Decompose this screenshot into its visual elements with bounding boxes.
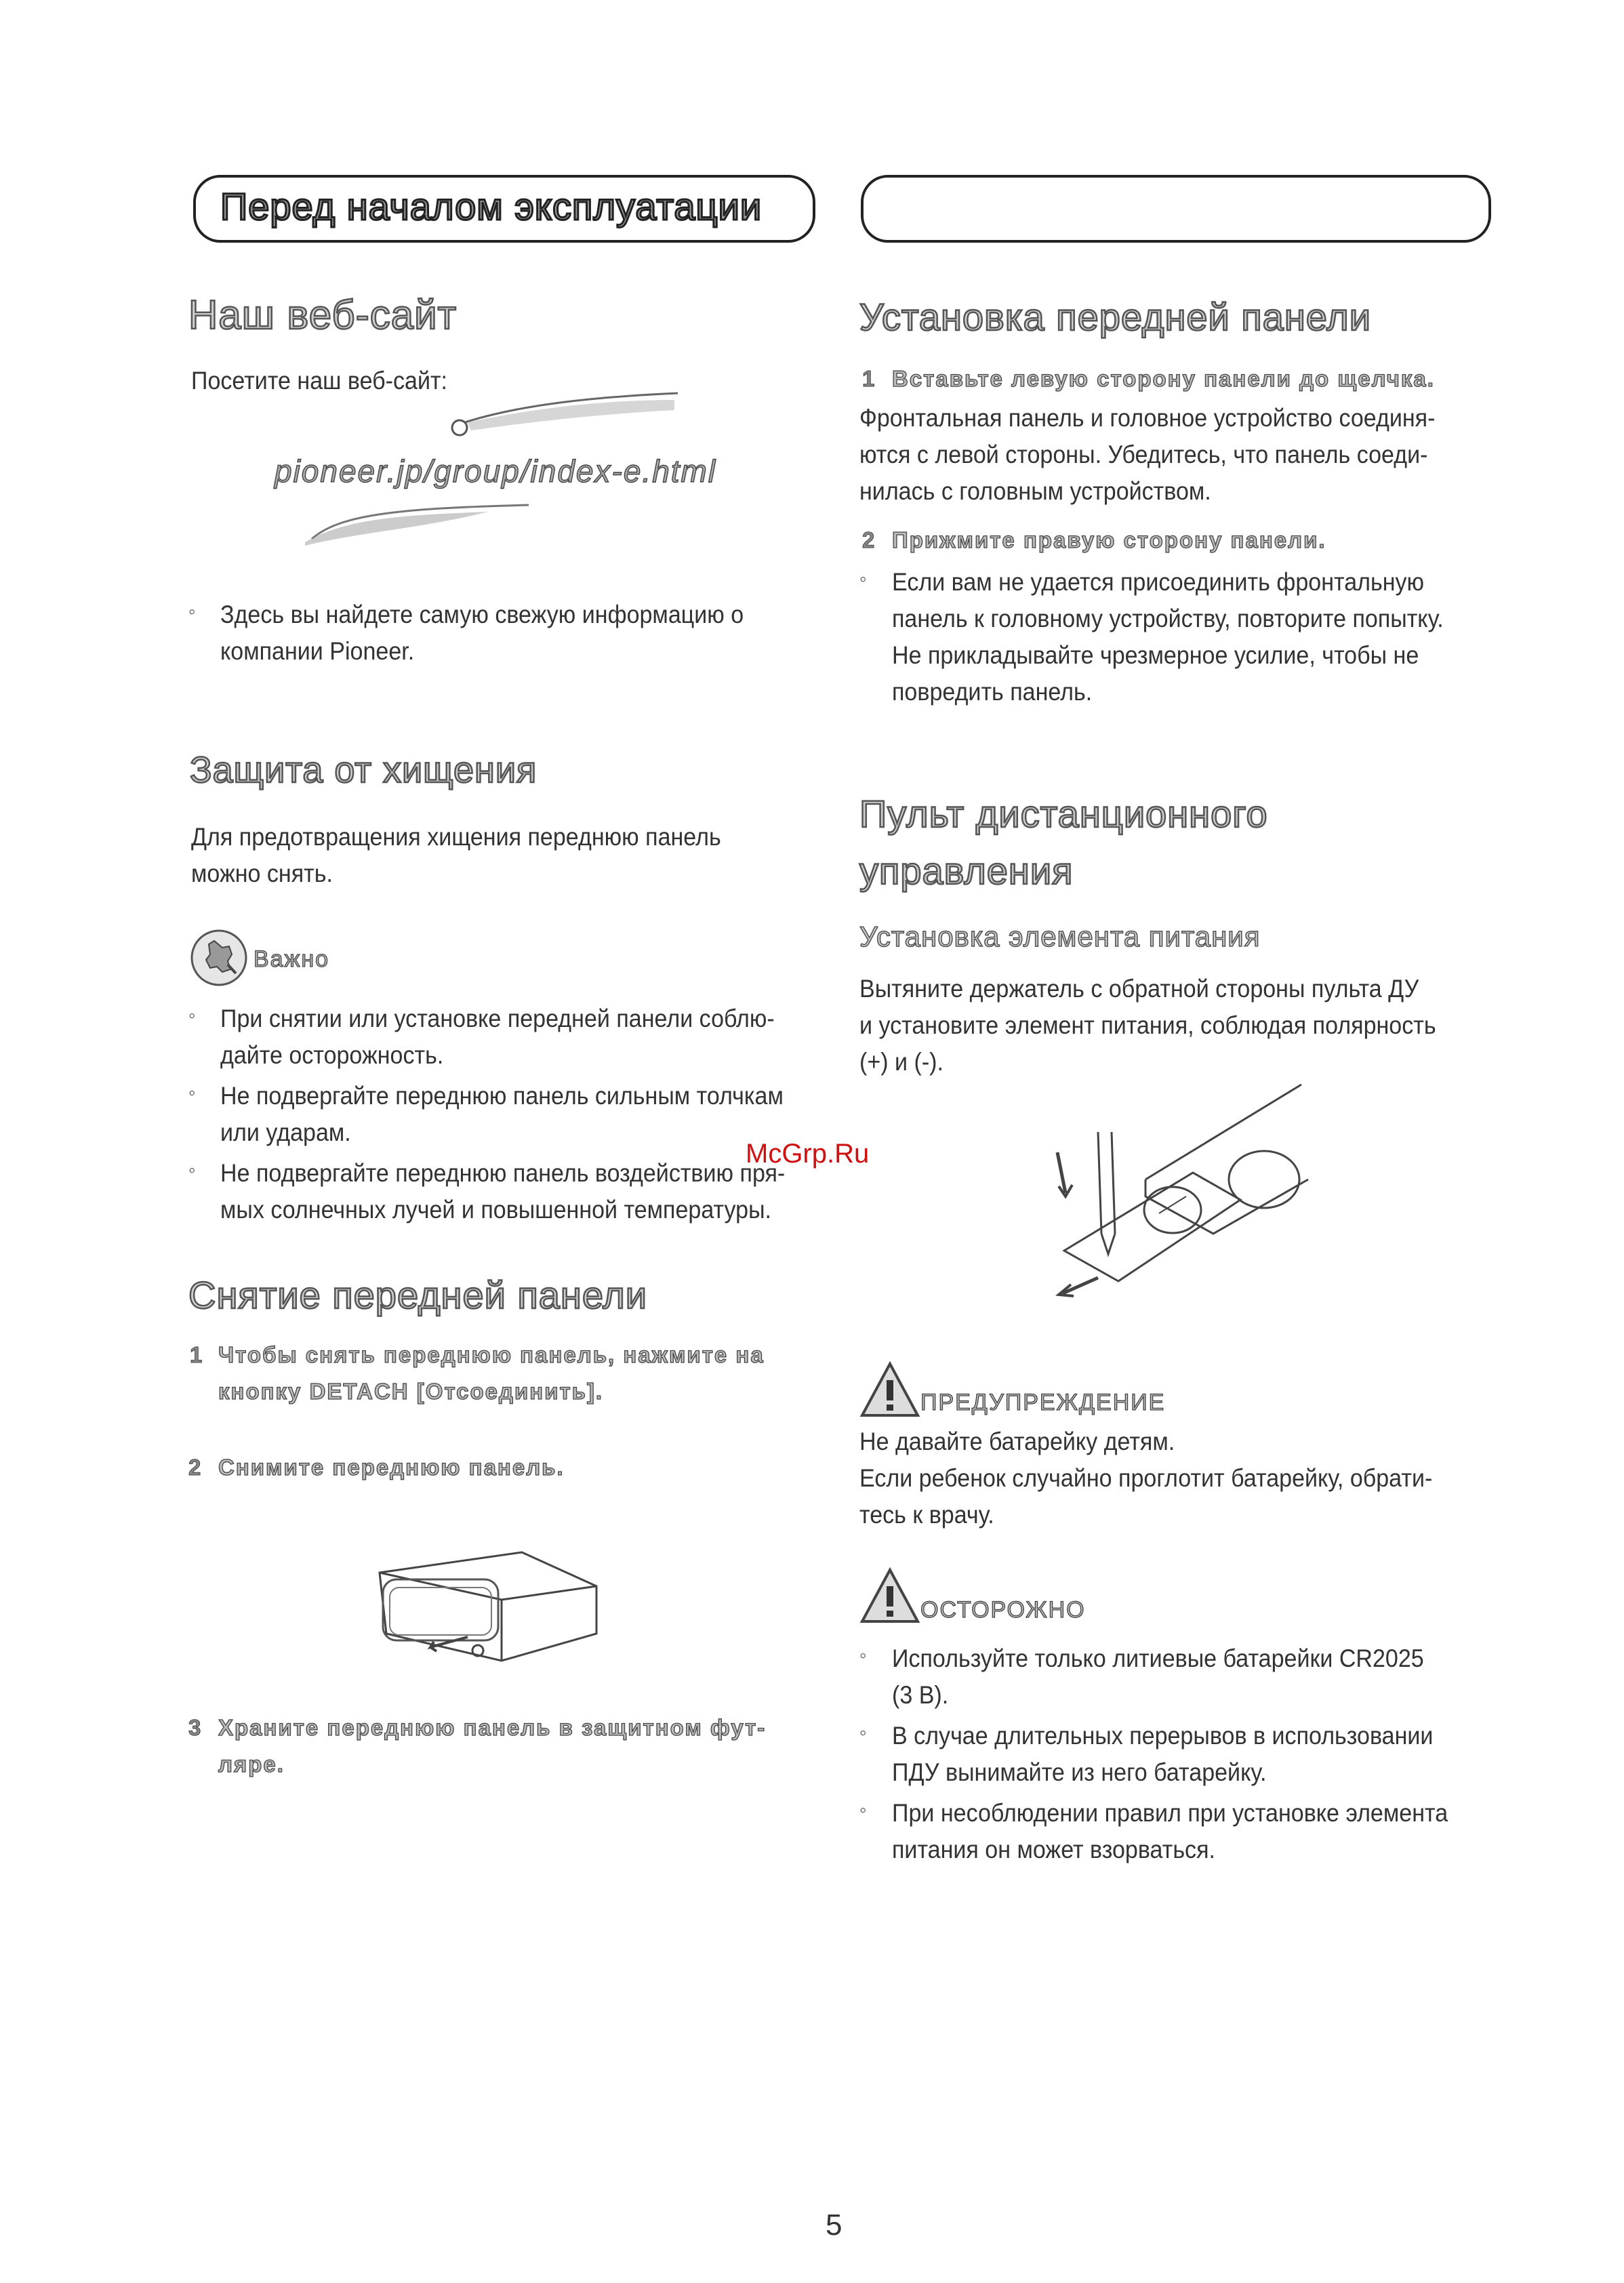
bullet-dot: ◦ [188,1005,196,1027]
website-intro: Посетите наш веб-сайт: [191,367,448,395]
remote-heading-line1: Пульт дистанционного [859,792,1268,835]
website-url[interactable]: pioneer.jp/group/index-e.html [275,453,717,489]
important-hand-icon [188,927,249,988]
section-title: Перед началом эксплуатации [220,185,763,228]
theft-bullet3-line1: Не подвергайте переднюю панель воздействию пря- [220,1159,786,1187]
warning-label: ПРЕДУПРЕЖДЕНИЕ [920,1390,1166,1415]
install-step1-title: Вставьте левую сторону панели до щелчка. [892,366,1435,391]
theft-bullet1-line1: При снятии или установке передней панели соблю- [220,1005,775,1032]
bullet-dot: ◦ [188,601,196,623]
caution-bullet2-line2: ПДУ вынимайте из него батарейку. [892,1758,1267,1786]
theft-line1: Для предотвращения хищения переднюю панель [191,823,721,851]
caution-bullet3-line1: При несоблюдении правил при установке элемента [892,1799,1448,1827]
install-step1-line3: нилась с головным устройством. [859,477,1211,505]
front-panel-illustration [366,1525,637,1674]
install-step2-title: Прижмите правую сторону панели. [892,527,1326,552]
caution-bullet1-line1: Используйте только литиевые батарейки CR2025 [892,1644,1424,1672]
caution-bullet2-line1: В случае длительных перерывов в использовании [892,1722,1434,1750]
page-number: 5 [826,2208,843,2242]
right-section-tab [861,175,1491,243]
warning-line2: Если ребенок случайно проглотит батарейку, обрати- [859,1464,1433,1492]
website-heading: Наш веб-сайт [188,292,458,338]
website-info-line1: Здесь вы найдете самую свежую информацию о [220,601,744,628]
caution-bullet3-line2: питания он может взорваться. [892,1836,1215,1863]
install-step2-line2: панель к головному устройству, повторите попытку. [892,605,1444,632]
removal-step3-line1: Храните переднюю панель в защитном фут- [218,1715,767,1740]
install-step2-line3: Не прикладывайте чрезмерное усилие, чтобы не [892,641,1419,669]
theft-heading: Защита от хищения [190,750,537,790]
remote-heading-line2: управления [859,849,1074,892]
battery-install-illustration [1023,1078,1322,1308]
theft-bullet2-line1: Не подвергайте переднюю панель сильным толчкам [220,1082,784,1110]
install-step2-number: 2 [862,527,875,552]
watermark: McGrp.Ru [746,1139,870,1169]
removal-heading: Снятие передней панели [188,1274,648,1316]
removal-step1-line1: Чтобы снять переднюю панель, нажмите на [218,1342,765,1367]
remote-line3: (+) и (-). [859,1048,943,1076]
bullet-dot: ◦ [859,568,867,590]
remote-line2: и установите элемент питания, соблюдая полярность [859,1011,1436,1039]
removal-step3-line2: ляре. [218,1752,285,1777]
theft-bullet1-line2: дайте осторожность. [220,1041,444,1069]
battery-subheading: Установка элемента питания [859,921,1261,952]
install-step1-line2: ются с левой стороны. Убедитесь, что панель соеди- [859,441,1428,468]
removal-step2-text: Снимите переднюю панель. [218,1455,565,1480]
remote-line1: Вытяните держатель с обратной стороны пульта ДУ [859,975,1419,1003]
caution-triangle-icon [859,1567,920,1624]
caution-label: ОСТОРОЖНО [920,1597,1086,1623]
bullet-dot: ◦ [859,1722,867,1744]
install-heading: Установка передней панели [859,296,1371,338]
website-info-line2: компании Pioneer. [220,637,415,665]
removal-step1-line2: кнопку DETACH [Отсоединить]. [218,1379,604,1404]
important-label: Важно [253,946,330,972]
bullet-dot: ◦ [188,1082,196,1104]
theft-bullet3-line2: мых солнечных лучей и повышенной температуры. [220,1196,772,1224]
install-step1-line1: Фронтальная панель и головное устройство соединя- [859,404,1436,432]
warning-line3: тесь к врачу. [859,1501,994,1529]
removal-step2-number: 2 [188,1455,201,1480]
caution-bullet1-line2: (3 В). [892,1681,949,1709]
install-step2-line4: повредить панель. [892,678,1093,706]
removal-step3-number: 3 [188,1715,201,1740]
warning-triangle-icon [859,1361,920,1418]
install-step1-number: 1 [862,366,875,391]
theft-line2: можно снять. [191,860,333,887]
warning-line1: Не давайте батарейку детям. [859,1428,1175,1455]
removal-step1-number: 1 [190,1342,203,1367]
bullet-dot: ◦ [859,1799,867,1821]
bullet-dot: ◦ [859,1644,867,1667]
theft-bullet2-line2: или ударам. [220,1118,351,1146]
bullet-dot: ◦ [188,1159,196,1181]
install-step2-line1: Если вам не удается присоединить фронтальную [892,568,1425,596]
